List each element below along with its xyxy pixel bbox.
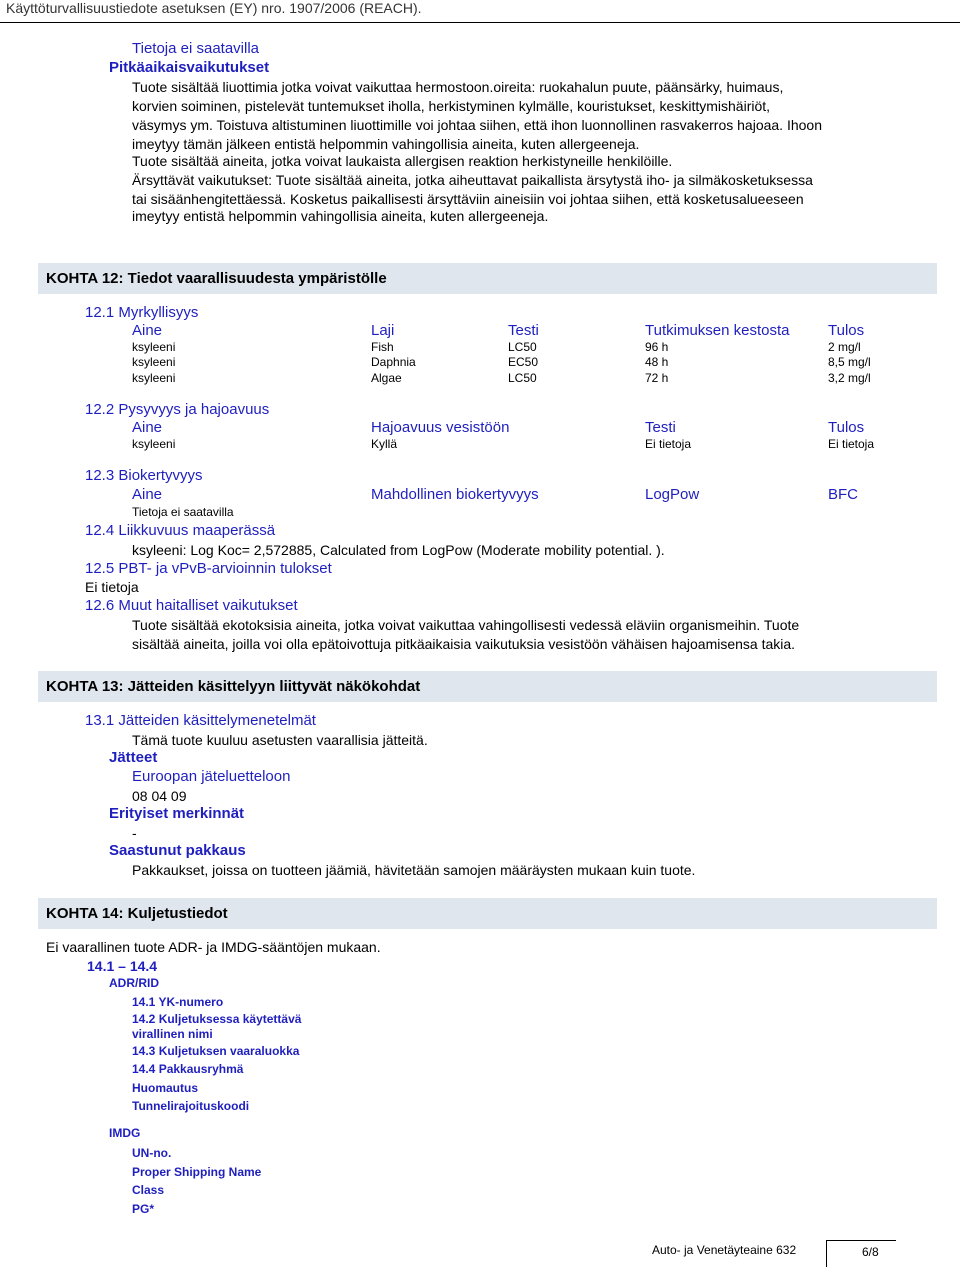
long-term-line-8: imeytyy entistä helpommin vahingollisia aineita, kuten allergeeneja. bbox=[132, 208, 549, 224]
tox-col-laji: Laji bbox=[371, 322, 395, 339]
transport-intro: Ei vaarallinen tuote ADR- ja IMDG-sääntöjen mukaan. bbox=[46, 939, 381, 955]
page-number-box bbox=[826, 1240, 896, 1267]
long-term-line-7: tai sisäänhengitettäessä. Kosketus paikallisesti ärsyttäviin aineisiin voi johtaa siihen, että kosketusalueeseen bbox=[132, 191, 804, 207]
long-term-line-6: Ärsyttävät vaikutukset: Tuote sisältää aineita, jotka aiheuttavat paikallista ärsytystä iho- ja silmäkosketuksessa bbox=[132, 172, 813, 188]
tox-row-1-aine: ksyleeni bbox=[132, 340, 176, 354]
tox-col-testi: Testi bbox=[508, 322, 539, 339]
no-data-text: Tietoja ei saatavilla bbox=[132, 40, 260, 57]
other-effects-line-1: Tuote sisältää ekotoksisia aineita, jotka voivat vaikuttaa vahingollisesti vedessä eläviin organismeihin. Tuote bbox=[132, 617, 800, 633]
bio-col-logpow: LogPow bbox=[645, 486, 700, 503]
waste-method-text: Tämä tuote kuuluu asetusten vaarallisia jätteitä. bbox=[132, 732, 428, 748]
tox-row-3-duration: 72 h bbox=[645, 371, 669, 385]
tox-row-2-aine: ksyleeni bbox=[132, 355, 176, 369]
tox-row-2-laji: Daphnia bbox=[371, 355, 416, 369]
imdg-item-pg: PG* bbox=[132, 1202, 155, 1216]
tox-row-1-testi: LC50 bbox=[508, 340, 537, 354]
imdg-item-un-no: UN-no. bbox=[132, 1146, 172, 1160]
tox-row-3-result: 3,2 mg/l bbox=[828, 371, 871, 385]
long-term-line-3: väsymys ym. Toistuva altistuminen liuottimille voi johtaa siihen, että ihon luonnollinen rasvakerros hajoaa. Ihoon bbox=[132, 117, 822, 133]
other-effects-heading: 12.6 Muut haitalliset vaikutukset bbox=[85, 597, 298, 614]
pbt-heading: 12.5 PBT- ja vPvB-arvioinnin tulokset bbox=[85, 560, 332, 577]
adr-item-tunnel-code: Tunnelirajoituskoodi bbox=[132, 1099, 250, 1113]
bio-no-data: Tietoja ei saatavilla bbox=[132, 505, 234, 519]
mobility-heading: 12.4 Liikkuvuus maaperässä bbox=[85, 522, 276, 539]
bio-col-potential: Mahdollinen biokertyvyys bbox=[371, 486, 539, 503]
persist-row-degradability: Kyllä bbox=[371, 437, 398, 451]
pbt-text: Ei tietoja bbox=[85, 579, 139, 595]
bioaccumulation-heading: 12.3 Biokertyvyys bbox=[85, 467, 203, 484]
adr-item-shipping-name-1: 14.2 Kuljetuksessa käytettävä bbox=[132, 1012, 302, 1026]
long-term-effects-heading: Pitkäaikaisvaikutukset bbox=[109, 59, 270, 76]
imdg-label: IMDG bbox=[109, 1126, 141, 1140]
adr-item-shipping-name-2: virallinen nimi bbox=[132, 1027, 213, 1041]
adr-item-un-number: 14.1 YK-numero bbox=[132, 995, 224, 1009]
page-number: 6/8 bbox=[862, 1245, 879, 1259]
persist-col-aine: Aine bbox=[132, 419, 163, 436]
bio-col-aine: Aine bbox=[132, 486, 163, 503]
persistence-heading: 12.2 Pysyvyys ja hajoavuus bbox=[85, 401, 270, 418]
waste-catalog-label: Euroopan jäteluetteloon bbox=[132, 768, 291, 785]
adr-item-packing-group: 14.4 Pakkausryhmä bbox=[132, 1062, 244, 1076]
adr-rid-label: ADR/RID bbox=[109, 976, 159, 990]
adr-item-hazard-class: 14.3 Kuljetuksen vaaraluokka bbox=[132, 1044, 300, 1058]
tox-row-3-aine: ksyleeni bbox=[132, 371, 176, 385]
toxicity-heading: 12.1 Myrkyllisyys bbox=[85, 304, 199, 321]
tox-row-1-duration: 96 h bbox=[645, 340, 669, 354]
tox-row-2-duration: 48 h bbox=[645, 355, 669, 369]
tox-row-1-laji: Fish bbox=[371, 340, 394, 354]
long-term-line-5: Tuote sisältää aineita, jotka voivat laukaista allergisen reaktion herkistyneille henkilöille. bbox=[132, 153, 673, 169]
persist-col-result: Tulos bbox=[828, 419, 865, 436]
section-14-title: KOHTA 14: Kuljetustiedot bbox=[38, 898, 937, 929]
other-effects-line-2: sisältää aineita, joilla voi olla epätoivottuja pitkäaikaisia vaikutuksia vesistöön vähäisen hajoamisensa takia. bbox=[132, 636, 796, 652]
tox-row-1-result: 2 mg/l bbox=[828, 340, 861, 354]
persist-row-result: Ei tietoja bbox=[828, 437, 875, 451]
imdg-item-shipping-name: Proper Shipping Name bbox=[132, 1165, 262, 1179]
tox-row-2-result: 8,5 mg/l bbox=[828, 355, 871, 369]
imdg-item-class: Class bbox=[132, 1183, 165, 1197]
mobility-text: ksyleeni: Log Koc= 2,572885, Calculated from LogPow (Moderate mobility potential. ). bbox=[132, 542, 665, 558]
tox-row-3-laji: Algae bbox=[371, 371, 402, 385]
waste-catalog-code: 08 04 09 bbox=[132, 788, 187, 804]
tox-row-3-testi: LC50 bbox=[508, 371, 537, 385]
special-markings-text: - bbox=[132, 825, 137, 841]
contaminated-packaging-text: Pakkaukset, joissa on tuotteen jäämiä, hävitetään samojen määräysten mukaan kuin tuote. bbox=[132, 862, 696, 878]
transport-range-heading: 14.1 – 14.4 bbox=[87, 958, 158, 974]
special-markings-heading: Erityiset merkinnät bbox=[109, 805, 245, 822]
persist-col-degradability: Hajoavuus vesistöön bbox=[371, 419, 510, 436]
bio-col-bfc: BFC bbox=[828, 486, 858, 503]
waste-method-heading: 13.1 Jätteiden käsittelymenetelmät bbox=[85, 712, 316, 729]
adr-item-note: Huomautus bbox=[132, 1081, 198, 1095]
long-term-line-4: imeytyy tämän jälkeen entistä helpommin vahingollisia aineita, kuten allergeeneja. bbox=[132, 136, 640, 152]
footer-product-name: Auto- ja Venetäyteaine 632 bbox=[652, 1243, 797, 1257]
tox-col-aine: Aine bbox=[132, 322, 163, 339]
persist-row-testi: Ei tietoja bbox=[645, 437, 692, 451]
long-term-line-1: Tuote sisältää liuottimia jotka voivat vaikuttaa hermostoon.oireita: ruokahalun puute, päänsärky, huimaus, bbox=[132, 79, 784, 95]
waste-heading: Jätteet bbox=[109, 749, 158, 766]
persist-col-testi: Testi bbox=[645, 419, 676, 436]
persist-row-aine: ksyleeni bbox=[132, 437, 176, 451]
tox-col-duration: Tutkimuksen kestosta bbox=[645, 322, 790, 339]
section-12-title: KOHTA 12: Tiedot vaarallisuudesta ympäristölle bbox=[38, 263, 937, 294]
section-13-title: KOHTA 13: Jätteiden käsittelyyn liittyvät näkökohdat bbox=[38, 671, 937, 702]
contaminated-packaging-heading: Saastunut pakkaus bbox=[109, 842, 246, 859]
document-header: Käyttöturvallisuustiedote asetuksen (EY) nro. 1907/2006 (REACH). bbox=[6, 0, 422, 16]
header-divider bbox=[0, 22, 960, 23]
tox-col-result: Tulos bbox=[828, 322, 865, 339]
long-term-line-2: korvien soiminen, pistelevät tuntemukset iholla, herkistyminen kylmälle, kouristukset, keskittymishäiriöt, bbox=[132, 98, 771, 114]
tox-row-2-testi: EC50 bbox=[508, 355, 539, 369]
